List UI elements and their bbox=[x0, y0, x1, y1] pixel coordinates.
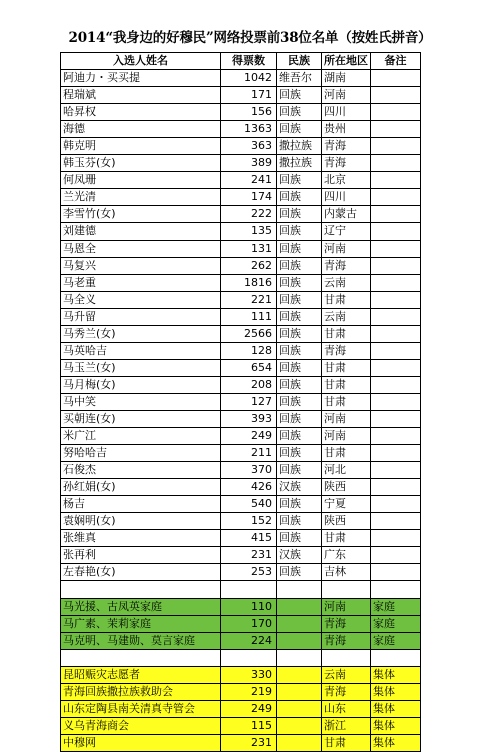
table-row bbox=[61, 240, 421, 257]
name-cell: 李雪竹(女) bbox=[61, 206, 221, 223]
note-cell bbox=[371, 104, 421, 121]
name-cell: 兰光清 bbox=[61, 189, 221, 206]
region-cell: 四川 bbox=[322, 104, 371, 121]
note-cell bbox=[371, 291, 421, 308]
table-row bbox=[61, 155, 421, 172]
table-row bbox=[61, 359, 421, 376]
votes-cell: 415 bbox=[221, 530, 277, 547]
header-cell: 入选人姓名 bbox=[61, 53, 221, 70]
votes-cell: 156 bbox=[221, 104, 277, 121]
votes-cell: 208 bbox=[221, 376, 277, 393]
vote-table bbox=[60, 52, 421, 752]
name-cell: 左春艳(女) bbox=[61, 564, 221, 581]
ethnicity-cell: 回族 bbox=[277, 325, 322, 342]
note-cell bbox=[371, 445, 421, 462]
region-cell: 甘肃 bbox=[322, 734, 371, 751]
note-cell bbox=[371, 172, 421, 189]
note-cell: 集体 bbox=[371, 717, 421, 734]
note-cell: 家庭 bbox=[371, 615, 421, 632]
ethnicity-cell: 回族 bbox=[277, 513, 322, 530]
votes-cell: 171 bbox=[221, 87, 277, 104]
name-cell: 马恩全 bbox=[61, 240, 221, 257]
note-cell bbox=[371, 206, 421, 223]
note-cell bbox=[371, 581, 421, 598]
region-cell: 青海 bbox=[322, 342, 371, 359]
votes-cell: 363 bbox=[221, 138, 277, 155]
ethnicity-cell: 回族 bbox=[277, 308, 322, 325]
ethnicity-cell: 回族 bbox=[277, 274, 322, 291]
name-cell: 程瑞斌 bbox=[61, 87, 221, 104]
region-cell: 青海 bbox=[322, 138, 371, 155]
region-cell: 甘肃 bbox=[322, 359, 371, 376]
spacer-row bbox=[61, 649, 421, 666]
group-row bbox=[61, 700, 421, 717]
region-cell: 山东 bbox=[322, 700, 371, 717]
name-cell: 昆昭赈灾志愿者 bbox=[61, 666, 221, 683]
ethnicity-cell bbox=[277, 581, 322, 598]
table-row bbox=[61, 410, 421, 427]
ethnicity-cell: 回族 bbox=[277, 410, 322, 427]
votes-cell: 222 bbox=[221, 206, 277, 223]
table-row bbox=[61, 393, 421, 410]
note-cell: 集体 bbox=[371, 734, 421, 751]
ethnicity-cell: 回族 bbox=[277, 121, 322, 138]
region-cell: 河南 bbox=[322, 410, 371, 427]
header-cell: 民族 bbox=[277, 53, 322, 70]
name-cell: 何凤珊 bbox=[61, 172, 221, 189]
name-cell: 袁娴明(女) bbox=[61, 513, 221, 530]
region-cell: 青海 bbox=[322, 632, 371, 649]
name-cell: 张维真 bbox=[61, 530, 221, 547]
group-row bbox=[61, 683, 421, 700]
votes-cell: 540 bbox=[221, 496, 277, 513]
name-cell: 马中笑 bbox=[61, 393, 221, 410]
votes-cell bbox=[221, 581, 277, 598]
table-row bbox=[61, 291, 421, 308]
table-row bbox=[61, 172, 421, 189]
votes-cell bbox=[221, 649, 277, 666]
ethnicity-cell: 回族 bbox=[277, 104, 322, 121]
votes-cell: 330 bbox=[221, 666, 277, 683]
ethnicity-cell: 回族 bbox=[277, 223, 322, 240]
note-cell bbox=[371, 274, 421, 291]
votes-cell: 393 bbox=[221, 410, 277, 427]
table-row bbox=[61, 257, 421, 274]
note-cell bbox=[371, 155, 421, 172]
ethnicity-cell: 回族 bbox=[277, 496, 322, 513]
note-cell bbox=[371, 376, 421, 393]
votes-cell: 110 bbox=[221, 598, 277, 615]
votes-cell: 654 bbox=[221, 359, 277, 376]
table-row bbox=[61, 547, 421, 564]
name-cell: 刘建德 bbox=[61, 223, 221, 240]
note-cell: 集体 bbox=[371, 683, 421, 700]
region-cell: 贵州 bbox=[322, 121, 371, 138]
table-row bbox=[61, 428, 421, 445]
votes-cell: 2566 bbox=[221, 325, 277, 342]
region-cell: 北京 bbox=[322, 172, 371, 189]
ethnicity-cell: 汉族 bbox=[277, 547, 322, 564]
name-cell: 马秀兰(女) bbox=[61, 325, 221, 342]
region-cell: 云南 bbox=[322, 666, 371, 683]
name-cell: 马月梅(女) bbox=[61, 376, 221, 393]
name-cell: 米广江 bbox=[61, 428, 221, 445]
name-cell: 马全义 bbox=[61, 291, 221, 308]
note-cell bbox=[371, 223, 421, 240]
table-row bbox=[61, 462, 421, 479]
votes-cell: 115 bbox=[221, 717, 277, 734]
note-cell bbox=[371, 325, 421, 342]
note-cell bbox=[371, 649, 421, 666]
region-cell: 宁夏 bbox=[322, 496, 371, 513]
ethnicity-cell: 维吾尔 bbox=[277, 70, 322, 87]
table-row bbox=[61, 513, 421, 530]
name-cell: 张再利 bbox=[61, 547, 221, 564]
ethnicity-cell bbox=[277, 598, 322, 615]
votes-cell: 135 bbox=[221, 223, 277, 240]
ethnicity-cell: 回族 bbox=[277, 189, 322, 206]
table-row bbox=[61, 496, 421, 513]
table-row bbox=[61, 70, 421, 87]
region-cell: 云南 bbox=[322, 308, 371, 325]
note-cell: 集体 bbox=[371, 700, 421, 717]
name-cell: 石俊杰 bbox=[61, 462, 221, 479]
votes-cell: 111 bbox=[221, 308, 277, 325]
table-row bbox=[61, 87, 421, 104]
votes-cell: 389 bbox=[221, 155, 277, 172]
note-cell bbox=[371, 359, 421, 376]
name-cell: 哈昇权 bbox=[61, 104, 221, 121]
region-cell: 湖南 bbox=[322, 70, 371, 87]
votes-cell: 152 bbox=[221, 513, 277, 530]
region-cell: 甘肃 bbox=[322, 530, 371, 547]
table-row bbox=[61, 325, 421, 342]
ethnicity-cell: 回族 bbox=[277, 257, 322, 274]
votes-cell: 127 bbox=[221, 393, 277, 410]
name-cell: 山东定陶县南关清真寺管会 bbox=[61, 700, 221, 717]
name-cell: 韩玉芬(女) bbox=[61, 155, 221, 172]
votes-cell: 249 bbox=[221, 700, 277, 717]
group-row bbox=[61, 734, 421, 751]
ethnicity-cell bbox=[277, 632, 322, 649]
votes-cell: 221 bbox=[221, 291, 277, 308]
name-cell: 海德 bbox=[61, 121, 221, 138]
header-cell: 得票数 bbox=[221, 53, 277, 70]
name-cell: 马光援、古凤英家庭 bbox=[61, 598, 221, 615]
table-row bbox=[61, 138, 421, 155]
region-cell: 河南 bbox=[322, 87, 371, 104]
name-cell: 义乌青海商会 bbox=[61, 717, 221, 734]
ethnicity-cell: 回族 bbox=[277, 393, 322, 410]
ethnicity-cell: 回族 bbox=[277, 359, 322, 376]
name-cell: 马玉兰(女) bbox=[61, 359, 221, 376]
votes-cell: 426 bbox=[221, 479, 277, 496]
votes-cell: 249 bbox=[221, 428, 277, 445]
region-cell: 河南 bbox=[322, 598, 371, 615]
votes-cell: 241 bbox=[221, 172, 277, 189]
region-cell: 甘肃 bbox=[322, 376, 371, 393]
region-cell: 甘肃 bbox=[322, 325, 371, 342]
table-row bbox=[61, 223, 421, 240]
note-cell bbox=[371, 410, 421, 427]
name-cell: 马复兴 bbox=[61, 257, 221, 274]
ethnicity-cell: 回族 bbox=[277, 530, 322, 547]
votes-cell: 1816 bbox=[221, 274, 277, 291]
region-cell: 河南 bbox=[322, 240, 371, 257]
name-cell: 马广素、茉莉家庭 bbox=[61, 615, 221, 632]
note-cell bbox=[371, 462, 421, 479]
region-cell: 甘肃 bbox=[322, 291, 371, 308]
ethnicity-cell: 回族 bbox=[277, 87, 322, 104]
ethnicity-cell: 回族 bbox=[277, 564, 322, 581]
table-row bbox=[61, 189, 421, 206]
region-cell: 陕西 bbox=[322, 479, 371, 496]
ethnicity-cell bbox=[277, 683, 322, 700]
votes-cell: 1042 bbox=[221, 70, 277, 87]
header-cell: 所在地区 bbox=[322, 53, 371, 70]
note-cell bbox=[371, 257, 421, 274]
region-cell: 青海 bbox=[322, 615, 371, 632]
table-row bbox=[61, 308, 421, 325]
votes-cell: 231 bbox=[221, 547, 277, 564]
ethnicity-cell: 回族 bbox=[277, 445, 322, 462]
region-cell: 内蒙古 bbox=[322, 206, 371, 223]
ethnicity-cell: 回族 bbox=[277, 206, 322, 223]
note-cell: 集体 bbox=[371, 666, 421, 683]
ethnicity-cell: 回族 bbox=[277, 462, 322, 479]
region-cell: 陕西 bbox=[322, 513, 371, 530]
region-cell: 吉林 bbox=[322, 564, 371, 581]
note-cell bbox=[371, 547, 421, 564]
name-cell: 努哈哈吉 bbox=[61, 445, 221, 462]
ethnicity-cell: 撒拉族 bbox=[277, 155, 322, 172]
name-cell: 中穆网 bbox=[61, 734, 221, 751]
name-cell: 马老重 bbox=[61, 274, 221, 291]
votes-cell: 224 bbox=[221, 632, 277, 649]
note-cell bbox=[371, 428, 421, 445]
votes-cell: 174 bbox=[221, 189, 277, 206]
ethnicity-cell: 回族 bbox=[277, 172, 322, 189]
note-cell bbox=[371, 240, 421, 257]
table-row bbox=[61, 274, 421, 291]
table-row bbox=[61, 479, 421, 496]
ethnicity-cell bbox=[277, 615, 322, 632]
table-row bbox=[61, 564, 421, 581]
note-cell bbox=[371, 121, 421, 138]
note-cell bbox=[371, 564, 421, 581]
family-row bbox=[61, 632, 421, 649]
ethnicity-cell bbox=[277, 734, 322, 751]
votes-cell: 1363 bbox=[221, 121, 277, 138]
votes-cell: 231 bbox=[221, 734, 277, 751]
region-cell: 青海 bbox=[322, 155, 371, 172]
ethnicity-cell: 回族 bbox=[277, 342, 322, 359]
ethnicity-cell bbox=[277, 717, 322, 734]
note-cell bbox=[371, 496, 421, 513]
name-cell: 马英哈吉 bbox=[61, 342, 221, 359]
note-cell bbox=[371, 138, 421, 155]
table-row bbox=[61, 121, 421, 138]
region-cell: 河南 bbox=[322, 428, 371, 445]
ethnicity-cell bbox=[277, 666, 322, 683]
votes-cell: 370 bbox=[221, 462, 277, 479]
note-cell bbox=[371, 70, 421, 87]
region-cell bbox=[322, 649, 371, 666]
region-cell: 青海 bbox=[322, 683, 371, 700]
region-cell: 广东 bbox=[322, 547, 371, 564]
name-cell: 马升留 bbox=[61, 308, 221, 325]
ethnicity-cell: 撒拉族 bbox=[277, 138, 322, 155]
name-cell bbox=[61, 581, 221, 598]
ethnicity-cell: 回族 bbox=[277, 376, 322, 393]
spacer-row bbox=[61, 581, 421, 598]
region-cell: 甘肃 bbox=[322, 445, 371, 462]
ethnicity-cell: 汉族 bbox=[277, 479, 322, 496]
note-cell bbox=[371, 87, 421, 104]
ethnicity-cell: 回族 bbox=[277, 291, 322, 308]
ethnicity-cell: 回族 bbox=[277, 428, 322, 445]
ethnicity-cell: 回族 bbox=[277, 240, 322, 257]
name-cell bbox=[61, 649, 221, 666]
name-cell: 孙红娟(女) bbox=[61, 479, 221, 496]
region-cell bbox=[322, 581, 371, 598]
table-row bbox=[61, 342, 421, 359]
note-cell bbox=[371, 189, 421, 206]
region-cell: 辽宁 bbox=[322, 223, 371, 240]
table-row bbox=[61, 445, 421, 462]
table-row bbox=[61, 104, 421, 121]
name-cell: 买朝连(女) bbox=[61, 410, 221, 427]
votes-cell: 170 bbox=[221, 615, 277, 632]
note-cell bbox=[371, 530, 421, 547]
votes-cell: 262 bbox=[221, 257, 277, 274]
region-cell: 云南 bbox=[322, 274, 371, 291]
name-cell: 马克明、马建勋、莫言家庭 bbox=[61, 632, 221, 649]
name-cell: 阿迪力・买买提 bbox=[61, 70, 221, 87]
table-row bbox=[61, 376, 421, 393]
region-cell: 青海 bbox=[322, 257, 371, 274]
header-cell: 备注 bbox=[371, 53, 421, 70]
note-cell bbox=[371, 342, 421, 359]
votes-cell: 211 bbox=[221, 445, 277, 462]
table-row bbox=[61, 530, 421, 547]
table-header-row bbox=[61, 53, 421, 70]
group-row bbox=[61, 717, 421, 734]
group-row bbox=[61, 666, 421, 683]
family-row bbox=[61, 615, 421, 632]
votes-cell: 131 bbox=[221, 240, 277, 257]
note-cell bbox=[371, 513, 421, 530]
note-cell bbox=[371, 308, 421, 325]
region-cell: 甘肃 bbox=[322, 393, 371, 410]
region-cell: 浙江 bbox=[322, 717, 371, 734]
votes-cell: 253 bbox=[221, 564, 277, 581]
note-cell: 家庭 bbox=[371, 598, 421, 615]
name-cell: 青海回族撒拉族救助会 bbox=[61, 683, 221, 700]
votes-cell: 219 bbox=[221, 683, 277, 700]
region-cell: 河北 bbox=[322, 462, 371, 479]
note-cell: 家庭 bbox=[371, 632, 421, 649]
note-cell bbox=[371, 393, 421, 410]
note-cell bbox=[371, 479, 421, 496]
region-cell: 四川 bbox=[322, 189, 371, 206]
name-cell: 杨吉 bbox=[61, 496, 221, 513]
family-row bbox=[61, 598, 421, 615]
votes-cell: 128 bbox=[221, 342, 277, 359]
name-cell: 韩克明 bbox=[61, 138, 221, 155]
page-title: 2014“我身边的好穆民”网络投票前38位名单（按姓氏拼音） bbox=[68, 30, 432, 46]
ethnicity-cell bbox=[277, 649, 322, 666]
ethnicity-cell bbox=[277, 700, 322, 717]
table-row bbox=[61, 206, 421, 223]
